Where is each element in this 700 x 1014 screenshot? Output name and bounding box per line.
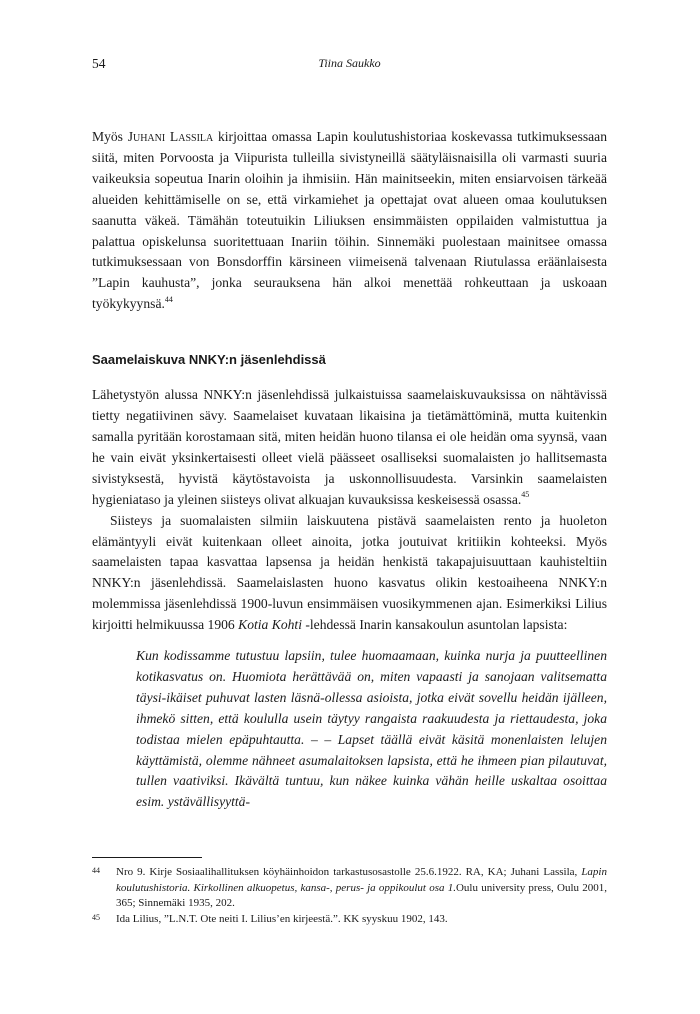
footnote-book-title: Lapin koulutushistoria. Kirkollinen alkuopetus, kansa-, perus- ja oppikoulut osa 1. bbox=[116, 866, 607, 894]
running-head: Tiina Saukko bbox=[318, 56, 381, 70]
footnotes bbox=[92, 857, 607, 927]
footnote-number: 45 bbox=[92, 912, 100, 922]
block-quote: Kun kodissamme tutustuu lapsiin, tulee huomaamaan, kuinka nurja ja puutteellinen kotikasvatus on. Huomiota herättävää on, miten vapaasti ja sanojaan valitsematta täysi-ikäiset puhuvat lasten läsnä-ollessa asioista, jotka eivät sovellu heidän ijälleen, ihmekö sitten, että koululla usein täytyy rangaista raakuudesta ja riettaudesta, joka todistaa mielen epäpuhtautta. – – Lapset täällä eivät käsitä monenlaisten lelujen käyttämistä, olemme nähneet asumalaitoksen lapsista, että he ihmeen pian pilautuvat, tullen vaativiksi. Ikävältä tuntuu, kun näkee kuinka vähän heille uskaltaa osoittaa esim. ystävällisyyttä- bbox=[136, 648, 607, 810]
body-text bbox=[92, 127, 607, 813]
author-name: Juhani Lassila bbox=[127, 129, 214, 144]
footnote-rule bbox=[92, 857, 202, 858]
paragraph-3-end: -lehdessä Inarin kansakoulun asuntolan lapsista: bbox=[301, 617, 568, 633]
footnote-text bbox=[116, 865, 607, 912]
footnote-text-part: Ida Lilius, ”L.N.T. Ote neiti I. Lilius’en kirjeestä.”. KK syyskuu 1902, 143. bbox=[116, 912, 448, 925]
paragraph-1-start: Myös bbox=[92, 129, 128, 144]
footnote-44 bbox=[92, 865, 607, 912]
footnote-ref-45[interactable]: 45 bbox=[521, 490, 530, 500]
page-header bbox=[92, 56, 607, 72]
page-number: 54 bbox=[92, 56, 106, 71]
paragraph-3-start: Siisteys ja suomalaisten silmiin laiskuutena pistävä saamelaisten rento ja huoleton elämäntyyli eivät kuitenkaan olleet ainoita, jotka joutuivat kritiikin kohteeksi. Myös saamelaisten tapaa kasvattaa lapsensa ja heidän henkistä takapajuisuuttaan kauhisteltiin NNKY:n jäsenlehdissä. Saamelaislasten huono kasvatus olikin kestoaiheena NNKY:n molemmissa jäsenlehdissä 1900-luvun ensimmäisen vuosikymmenen ajan. Esimerkiksi Lilius kirjoitti helmikuussa 1906 bbox=[92, 512, 607, 633]
footnote-45 bbox=[92, 912, 607, 928]
footnote-text-part: Oulu university press, Oulu 2001, 365; Sinnemäki 1935, 202. bbox=[116, 881, 608, 909]
footnote-text-part: Nro 9. Kirje Sosiaalihallituksen köyhäinhoidon tarkastusosastolle 25.6.1922. RA, KA; Juhani Lassila, bbox=[116, 866, 582, 878]
paragraph-1 bbox=[92, 127, 607, 315]
paragraph-2 bbox=[92, 385, 607, 510]
paragraph-2-text: Lähetystyön alussa NNKY:n jäsenlehdissä julkaistuissa saamelaiskuvauksissa on nähtävissä tietty negatiivinen sävy. Saamelaiset kuvataan likaisina ja tietämättöminä, mutta kuitenkin samalla pyritään korostamaan sitä, miten heidän huono tilansa ei ole heidän oma syynsä, vaan he vain eivät yksinkertaisesti olleet vielä päässeet osalliseksi suomalaisten jo hallitsemasta sivistyksestä, hyvistä käytöstavoista ja uskonnollisuudesta. Varsinkin saamelaisten hygieniataso ja yleinen siisteys olivat alkuajan kuvauksissa keskeisessä osassa. bbox=[92, 387, 607, 507]
paragraph-1-rest: kirjoittaa omassa Lapin koulutushistoriaa koskevassa tutkimuksessaan siitä, miten Porvoosta ja Viipurista tulleilla sivistyneillä säätyläisnaisilla oli varmasti suuria vaikeuksia sopeutua Inarin oloihin ja ihmisiin. Hän mainitseekin, miten ensiarvoisen tärkeää alueiden kehittämiselle on se, että virkamiehet ja opettajat ovat alueen omaa koulutuksen saanutta väkeä. Tämähän toteutuikin Liliuksen ensimmäisten oppilaiden valmistuttua ja palattua opiskelunsa suoritettuaan Inariin töihin. Sinnemäki puolestaan mainitsee omassa tutkimuksessaan von Bonsdorffin kärsineen viimeisenä talvenaan Riutulassa eräänlaisesta ”Lapin kauhusta”, jonka seurauksena hän alkoi menettää rohkeuttaan ja uskoaan työkykyynsä. bbox=[92, 129, 608, 312]
section-heading: Saamelaiskuva NNKY:n jäsenlehdissä bbox=[92, 352, 326, 368]
paragraph-3 bbox=[92, 511, 607, 636]
journal-title: Kotia Kohti bbox=[238, 617, 302, 633]
footnote-ref-44[interactable]: 44 bbox=[164, 294, 173, 304]
footnote-number: 44 bbox=[92, 866, 100, 875]
footnote-text bbox=[116, 912, 607, 928]
